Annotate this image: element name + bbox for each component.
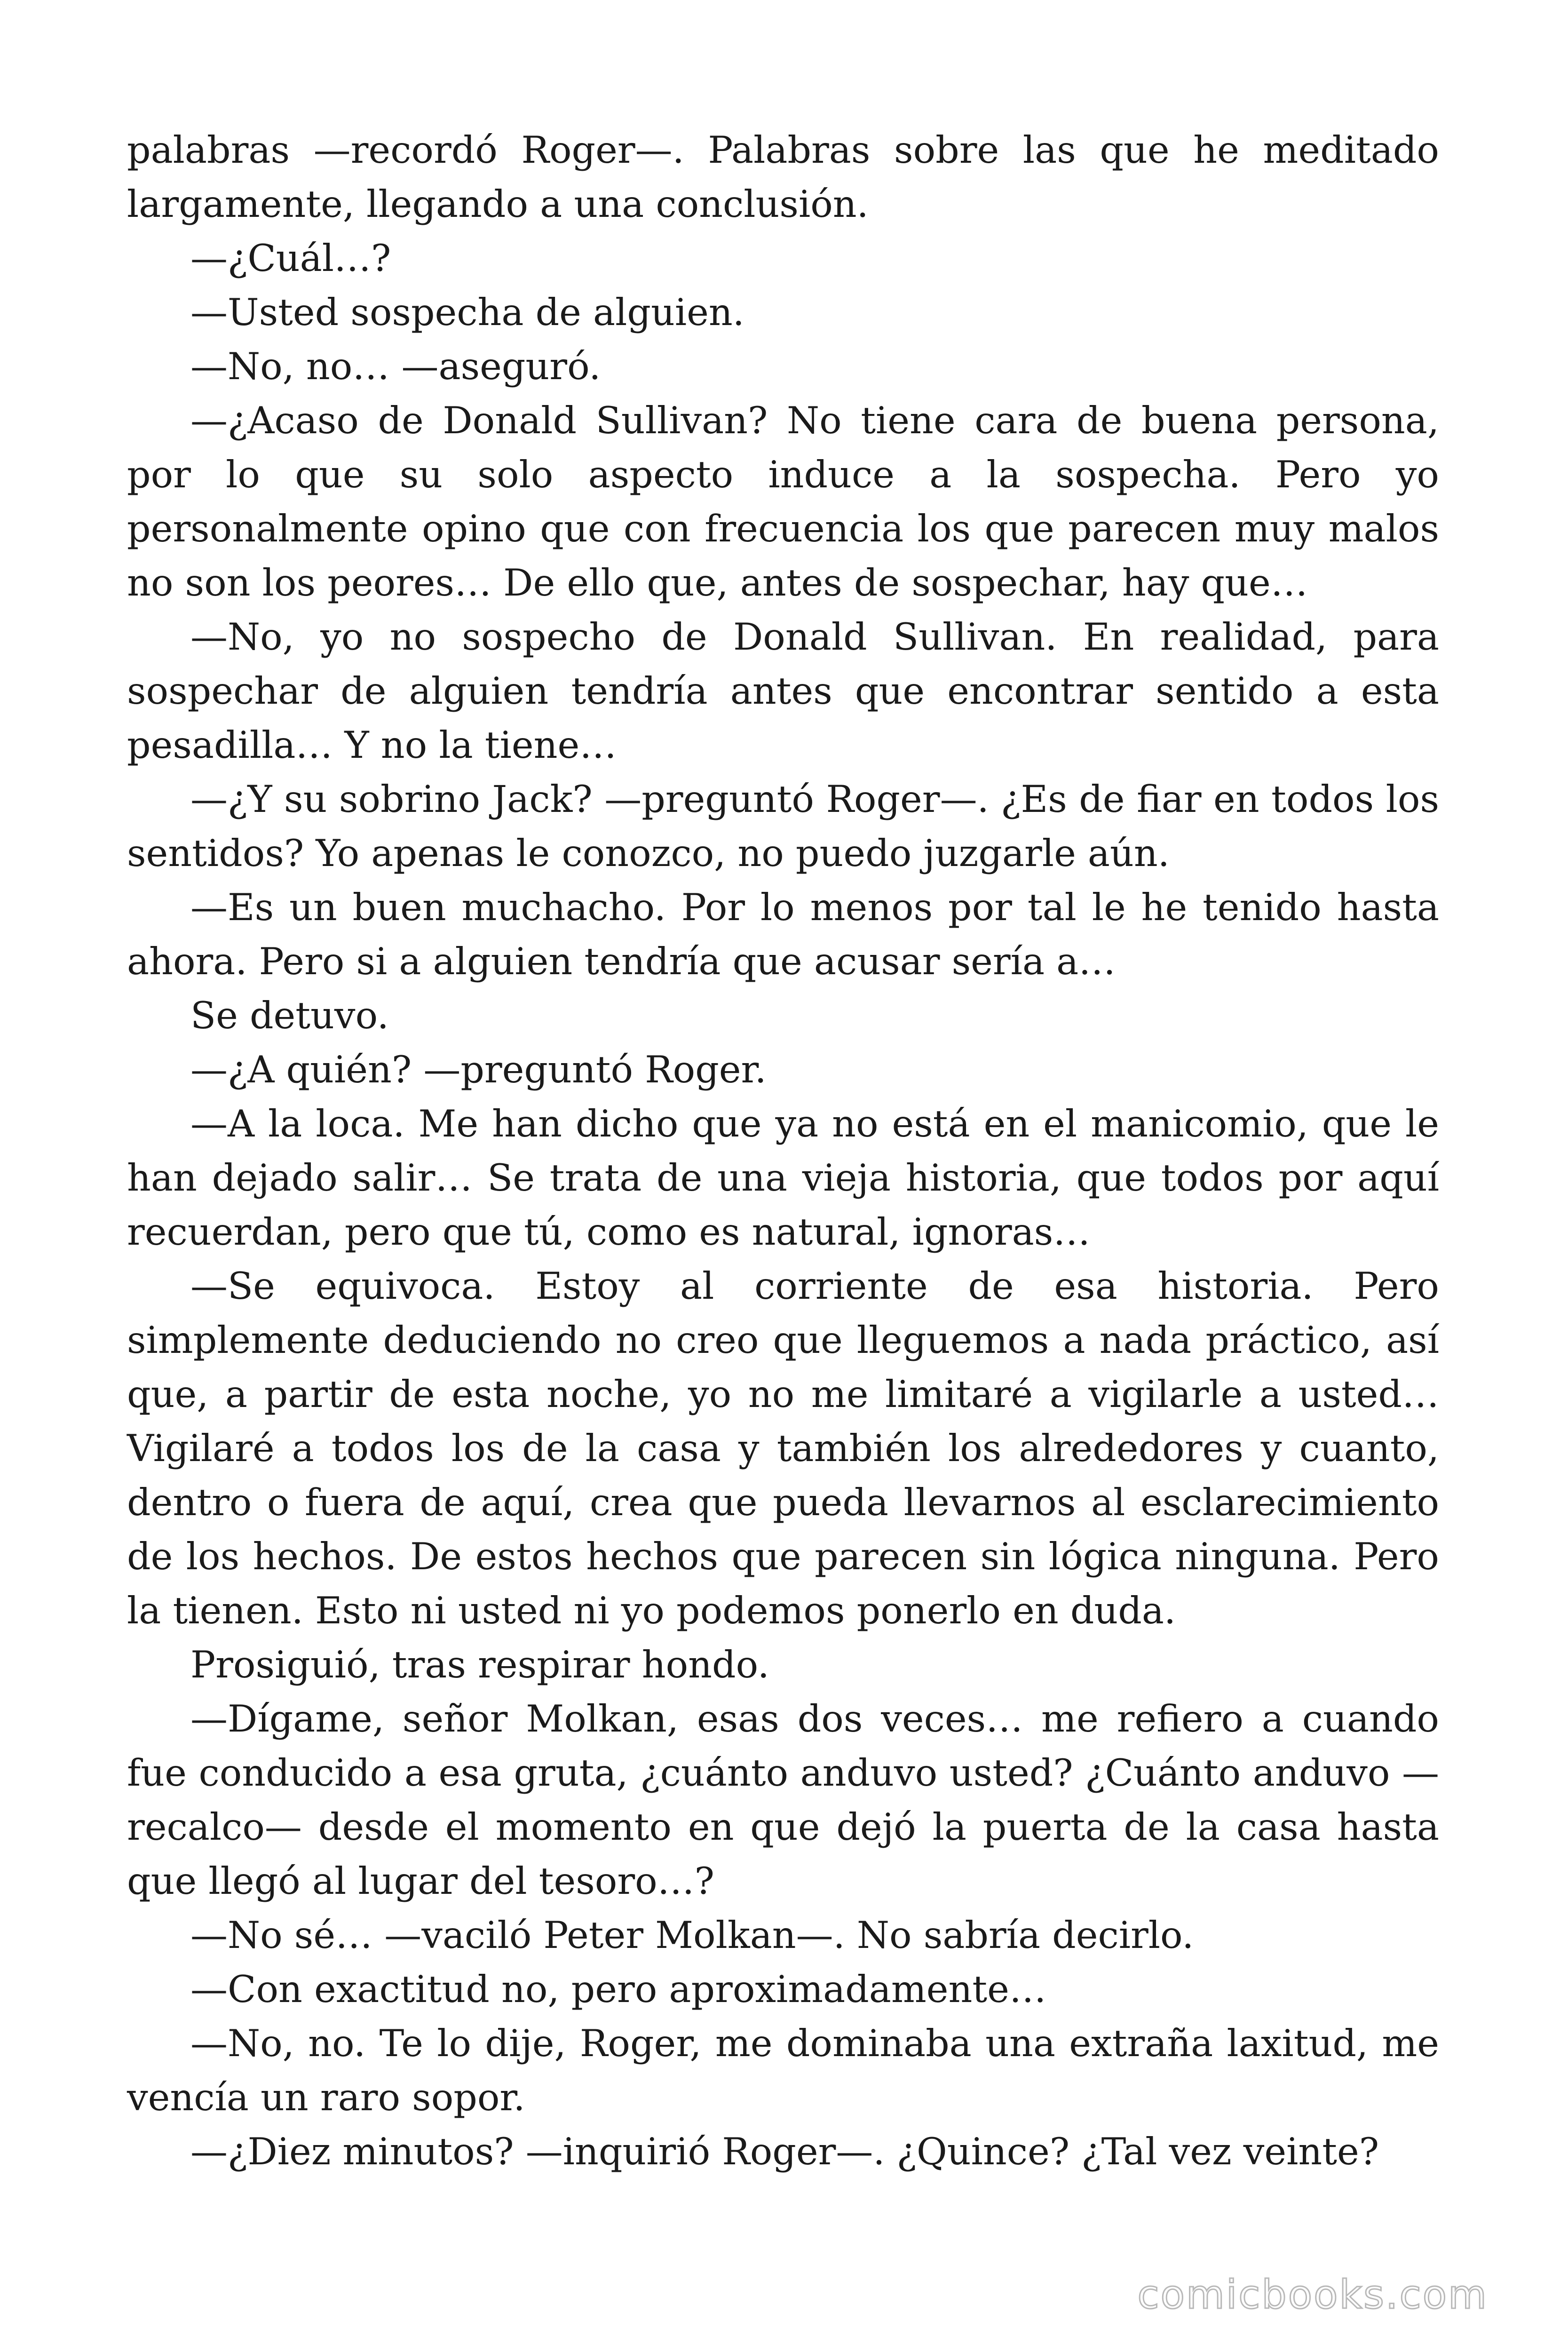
paragraph-10: —¿A quién? —preguntó Roger. [190, 1048, 767, 1091]
paragraph-12: —Se equivoca. Estoy al corriente de esa historia. Pero simplemente deduciendo no creo que lleguemos a nada práctico, así que, a partir de esta noche, yo no me limitaré a vigilarle a usted… Vigilaré a todos los de la casa y también los alrededores y cuanto, dentro o fuera de aquí, crea que pueda llevarnos al esclarecimiento de los hechos. De estos hechos que parecen sin lógica ninguna. Pero la tienen. Esto ni usted ni yo podemos ponerlo en duda. [127, 1264, 1439, 1632]
paragraph-2: —¿Cuál…? [190, 237, 391, 280]
paragraph-13: Prosiguió, tras respirar hondo. [190, 1643, 769, 1686]
paragraph-9: Se detuvo. [190, 994, 389, 1037]
page-text [127, 123, 1439, 2179]
paragraph-1: palabras —recordó Roger—. Palabras sobre las que he meditado largamente, llegando a una conclusión. [127, 128, 1439, 226]
paragraph-3: —Usted sospecha de alguien. [190, 291, 744, 334]
paragraph-11: —A la loca. Me han dicho que ya no está en el manicomio, que le han dejado salir… Se trata de una vieja historia, que todos por aquí recuerdan, pero que tú, como es natural, ignoras… [127, 1102, 1439, 1254]
paragraph-8: —Es un buen muchacho. Por lo menos por tal le he tenido hasta ahora. Pero si a alguien tendría que acusar sería a… [127, 886, 1439, 983]
paragraph-4: —No, no… —aseguró. [190, 345, 601, 388]
paragraph-5: —¿Acaso de Donald Sullivan? No tiene cara de buena persona, por lo que su solo aspecto induce a la sospecha. Pero yo personalmente opino que con frecuencia los que parecen muy malos no son los peores… De ello que, antes de sospechar, hay que… [127, 399, 1439, 604]
paragraph-6: —No, yo no sospecho de Donald Sullivan. En realidad, para sospechar de alguien tendría antes que encontrar sentido a esta pesadilla… Y no la tiene… [127, 615, 1439, 767]
paragraph-18: —¿Diez minutos? —inquirió Roger—. ¿Quince? ¿Tal vez veinte? [190, 2130, 1379, 2173]
paragraph-15: —No sé… —vaciló Peter Molkan—. No sabría decirlo. [190, 1914, 1194, 1957]
watermark: comicbooks.com [1137, 2272, 1488, 2318]
paragraph-14: —Dígame, señor Molkan, esas dos veces… me refiero a cuando fue conducido a esa gruta, ¿cuánto anduvo usted? ¿Cuánto anduvo —recalco— desde el momento en que dejó la puerta de la casa hasta que llegó al lugar del tesoro…? [127, 1697, 1439, 1903]
paragraph-7: —¿Y su sobrino Jack? —preguntó Roger—. ¿Es de fiar en todos los sentidos? Yo apenas le conozco, no puedo juzgarle aún. [127, 778, 1439, 875]
paragraph-17: —No, no. Te lo dije, Roger, me dominaba una extraña laxitud, me vencía un raro sopor. [127, 2022, 1439, 2119]
paragraph-16: —Con exactitud no, pero aproximadamente… [190, 1968, 1046, 2011]
